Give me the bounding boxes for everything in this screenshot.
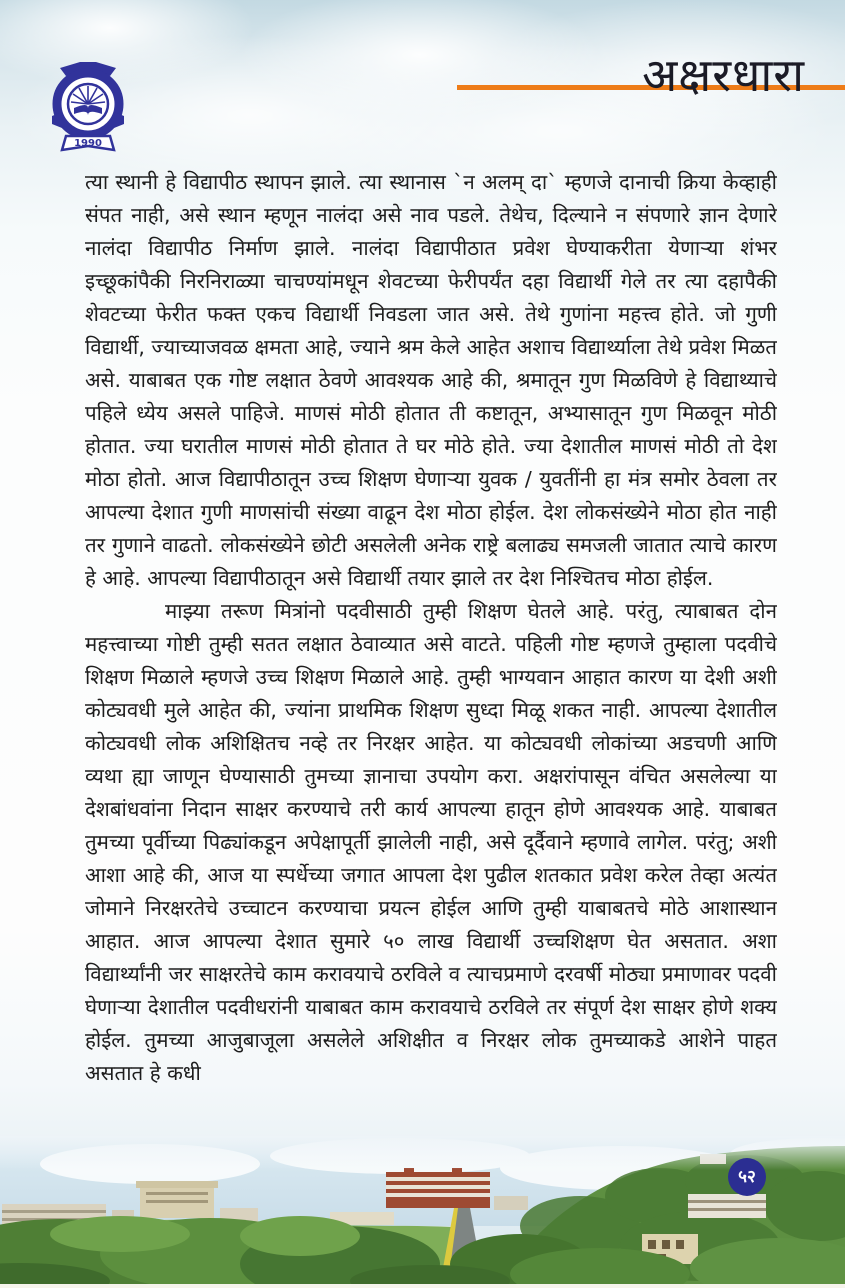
article-body — [85, 166, 777, 1146]
page-bottom-margin — [0, 1284, 845, 1288]
campus-photo — [0, 1136, 845, 1284]
campus-photo-illustration — [0, 1136, 845, 1284]
article-paragraph-1: त्या स्थानी हे विद्यापीठ स्थापन झाले. त्या स्थानास `न अलम् दा` म्हणजे दानाची क्रिया केव्हाही संपत नाही, असे स्थान म्हणून नालंदा असे नाव पडले. तेथेच, दिल्याने न संपणारे ज्ञान देणारे नालंदा विद्यापीठ निर्माण झाले. नालंदा विद्यापीठात प्रवेश घेण्याकरीता येणाऱ्या शंभर इच्छूकांपैकी निरनिराळ्या चाचण्यांमधून शेवटच्या फेरीपर्यंत दहा विद्यार्थी गेले तर त्या दहापैकी शेवटच्या फेरीत फक्त एकच विद्यार्थी निवडला जात असे. तेथे गुणांना महत्त्व होते. जो गुणी विद्यार्थी, ज्याच्याजवळ क्षमता आहे, ज्याने श्रम केले आहेत अशाच विद्यार्थ्याला तेथे प्रवेश मिळत असे. याबाबत एक गोष्ट लक्षात ठेवणे आवश्यक आहे की, श्रमातून गुण मिळविणे हे विद्याथ्याचे पहिले ध्येय असले पाहिजे. माणसं मोठी होतात ती कष्टातून, अभ्यासातून गुण मिळवून मोठी होतात. ज्या घरातील माणसं मोठी होतात ते घर मोठे होते. ज्या देशातील माणसं मोठी तो देश मोठा होतो. आज विद्यापीठातून उच्च शिक्षण घेणाऱ्या युवक / युवतींनी हा मंत्र समोर ठेवला तर आपल्या देशात गुणी माणसांची संख्या वाढून देश मोठा होईल. देश लोकसंख्येने मोठा होत नाही तर गुणाने वाढतो. लोकसंख्येने छोटी असलेली अनेक राष्ट्रे बलाढ्य समजली जातात त्याचे कारण हे आहे. आपल्या विद्यापीठातून असे विद्यार्थी तयार झाले तर देश निश्चितच मोठा होईल. — [85, 170, 777, 590]
masthead-title: अक्षरधारा — [642, 48, 805, 102]
logo-right-ribbon — [114, 112, 124, 128]
logo-year-text: 1990 — [74, 138, 102, 149]
university-emblem-logo — [46, 58, 130, 160]
photo-top-blend — [0, 1136, 845, 1170]
article-paragraph-2: माझ्या तरूण मित्रांनो पदवीसाठी तुम्ही शिक्षण घेतले आहे. परंतु, त्याबाबत दोन महत्त्वाच्या गोष्टी तुम्ही सतत लक्षात ठेवाव्यात असे वाटते. पहिली गोष्ट म्हणजे तुम्हाला पदवीचे शिक्षण मिळाले म्हणजे उच्च शिक्षण मिळाले आहे. तुम्ही भाग्यवान आहात कारण या देशी अशी कोट्यवधी मुले आहेत की, ज्यांना प्राथमिक शिक्षण सुध्दा मिळू शकत नाही. आपल्या देशातील कोट्यवधी लोक अशिक्षितच नव्हे तर निरक्षर आहेत. या कोट्यवधी लोकांच्या अडचणी आणि व्यथा ह्या जाणून घेण्यासाठी तुमच्या ज्ञानाचा उपयोग करा. अक्षरांपासून वंचित असलेल्या या देशबांधवांना निदान साक्षर करण्याचे तरी कार्य आपल्या हातून होणे आवश्यक आहे. याबाबत तुमच्या पूर्वीच्या पिढ्यांकडून अपेक्षापूर्ती झालेली नाही, असे दूर्दैवाने म्हणावे लागेल. परंतु; अशी आशा आहे की, आज या स्पर्धेच्या जगात आपला देश पुढील शतकात प्रवेश करेल तेव्हा अत्यंत जोमाने निरक्षरतेचे उच्चाटन करण्याचा प्रयत्न होईल आणि तुम्ही याबाबतचे मोठे आशास्थान आहात. आज आपल्या देशात सुमारे ५० लाख विद्यार्थी उच्चशिक्षण घेत असतात. अशा विद्यार्थ्यांनी जर साक्षरतेचे काम करावयाचे ठरविले व त्याचप्रमाणे दरवर्षी मोठ्या प्रमाणावर पदवी घेणाऱ्या देशातील पदवीधरांनी याबाबत काम करावयाचे ठरविले तर संपूर्ण देश साक्षर होणे शक्य होईल. तुमच्या आजुबाजूला असलेले अशिक्षीत व निरक्षर लोक तुमच्याकडे आशेने पाहत असतात हे कधी — [85, 599, 777, 1085]
logo-left-ribbon — [52, 112, 62, 128]
page-number-badge: ५२ — [728, 1158, 766, 1196]
